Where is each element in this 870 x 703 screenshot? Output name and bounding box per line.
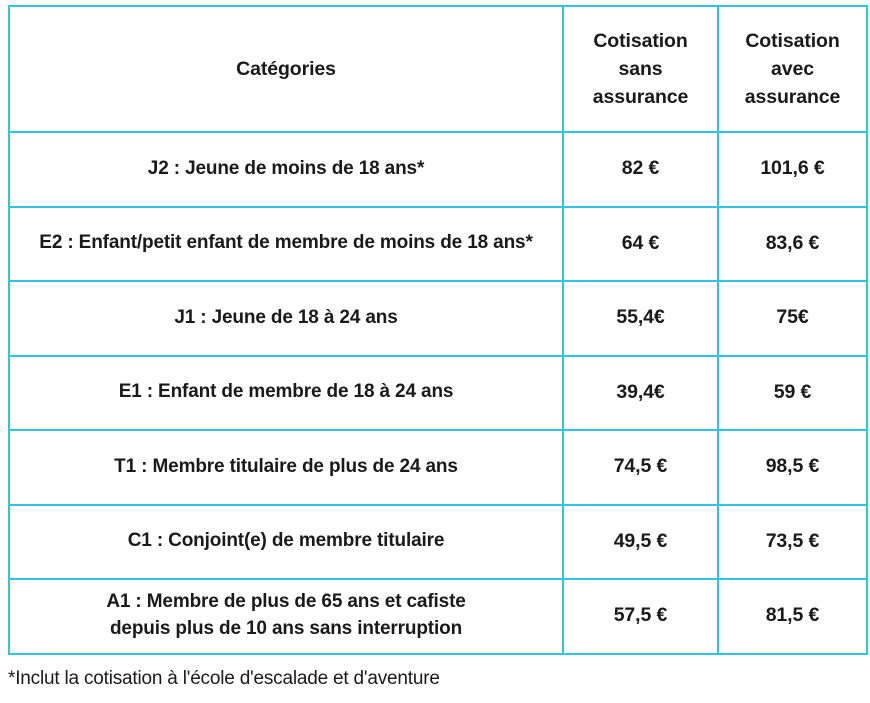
cell-without-insurance: 39,4€ [563, 356, 718, 431]
table-row [9, 579, 867, 654]
category-line: depuis plus de 10 ans sans interruption [109, 618, 463, 640]
cell-with-insurance: 101,6 € [718, 132, 867, 207]
column-header-without-insurance [563, 6, 718, 132]
cell-with-insurance: 75€ [718, 281, 867, 356]
cell-without-insurance: 64 € [563, 207, 718, 282]
cell-category: T1 : Membre titulaire de plus de 24 ans [9, 430, 563, 505]
table-row [9, 207, 867, 282]
category-line: A1 : Membre de plus de 65 ans et cafiste [106, 591, 466, 613]
membership-fees-table [8, 5, 868, 655]
cell-without-insurance: 49,5 € [563, 505, 718, 580]
table-header [9, 6, 867, 132]
cell-category: E1 : Enfant de membre de 18 à 24 ans [9, 356, 563, 431]
column-header-categories: Catégories [9, 6, 563, 132]
cell-with-insurance: 81,5 € [718, 579, 867, 654]
header-line: assurance [744, 86, 841, 109]
table-body [9, 132, 867, 654]
cell-with-insurance: 59 € [718, 356, 867, 431]
table-row [9, 132, 867, 207]
cell-category [9, 579, 563, 654]
cell-without-insurance: 55,4€ [563, 281, 718, 356]
table-row [9, 505, 867, 580]
cell-with-insurance: 73,5 € [718, 505, 867, 580]
cell-without-insurance: 74,5 € [563, 430, 718, 505]
table-footnote: *Inclut la cotisation à l'école d'escalade et d'aventure [8, 668, 440, 689]
column-header-without-insurance-lines [572, 27, 709, 112]
table-row [9, 281, 867, 356]
header-line: assurance [592, 86, 689, 109]
table-row [9, 430, 867, 505]
cell-with-insurance: 98,5 € [718, 430, 867, 505]
cell-category: C1 : Conjoint(e) de membre titulaire [9, 505, 563, 580]
cell-category: E2 : Enfant/petit enfant de membre de moins de 18 ans* [9, 207, 563, 282]
header-line: Cotisation [745, 29, 840, 52]
cell-category: J1 : Jeune de 18 à 24 ans [9, 281, 563, 356]
cell-without-insurance: 57,5 € [563, 579, 718, 654]
column-header-with-insurance-lines [727, 27, 858, 112]
header-line: sans [618, 57, 663, 80]
cell-category: J2 : Jeune de moins de 18 ans* [9, 132, 563, 207]
column-header-with-insurance [718, 6, 867, 132]
header-line: Cotisation [593, 29, 688, 52]
cell-without-insurance: 82 € [563, 132, 718, 207]
table-row [9, 356, 867, 431]
cell-category-lines [24, 589, 548, 643]
header-row [9, 6, 867, 132]
cell-with-insurance: 83,6 € [718, 207, 867, 282]
header-line: avec [771, 57, 814, 80]
